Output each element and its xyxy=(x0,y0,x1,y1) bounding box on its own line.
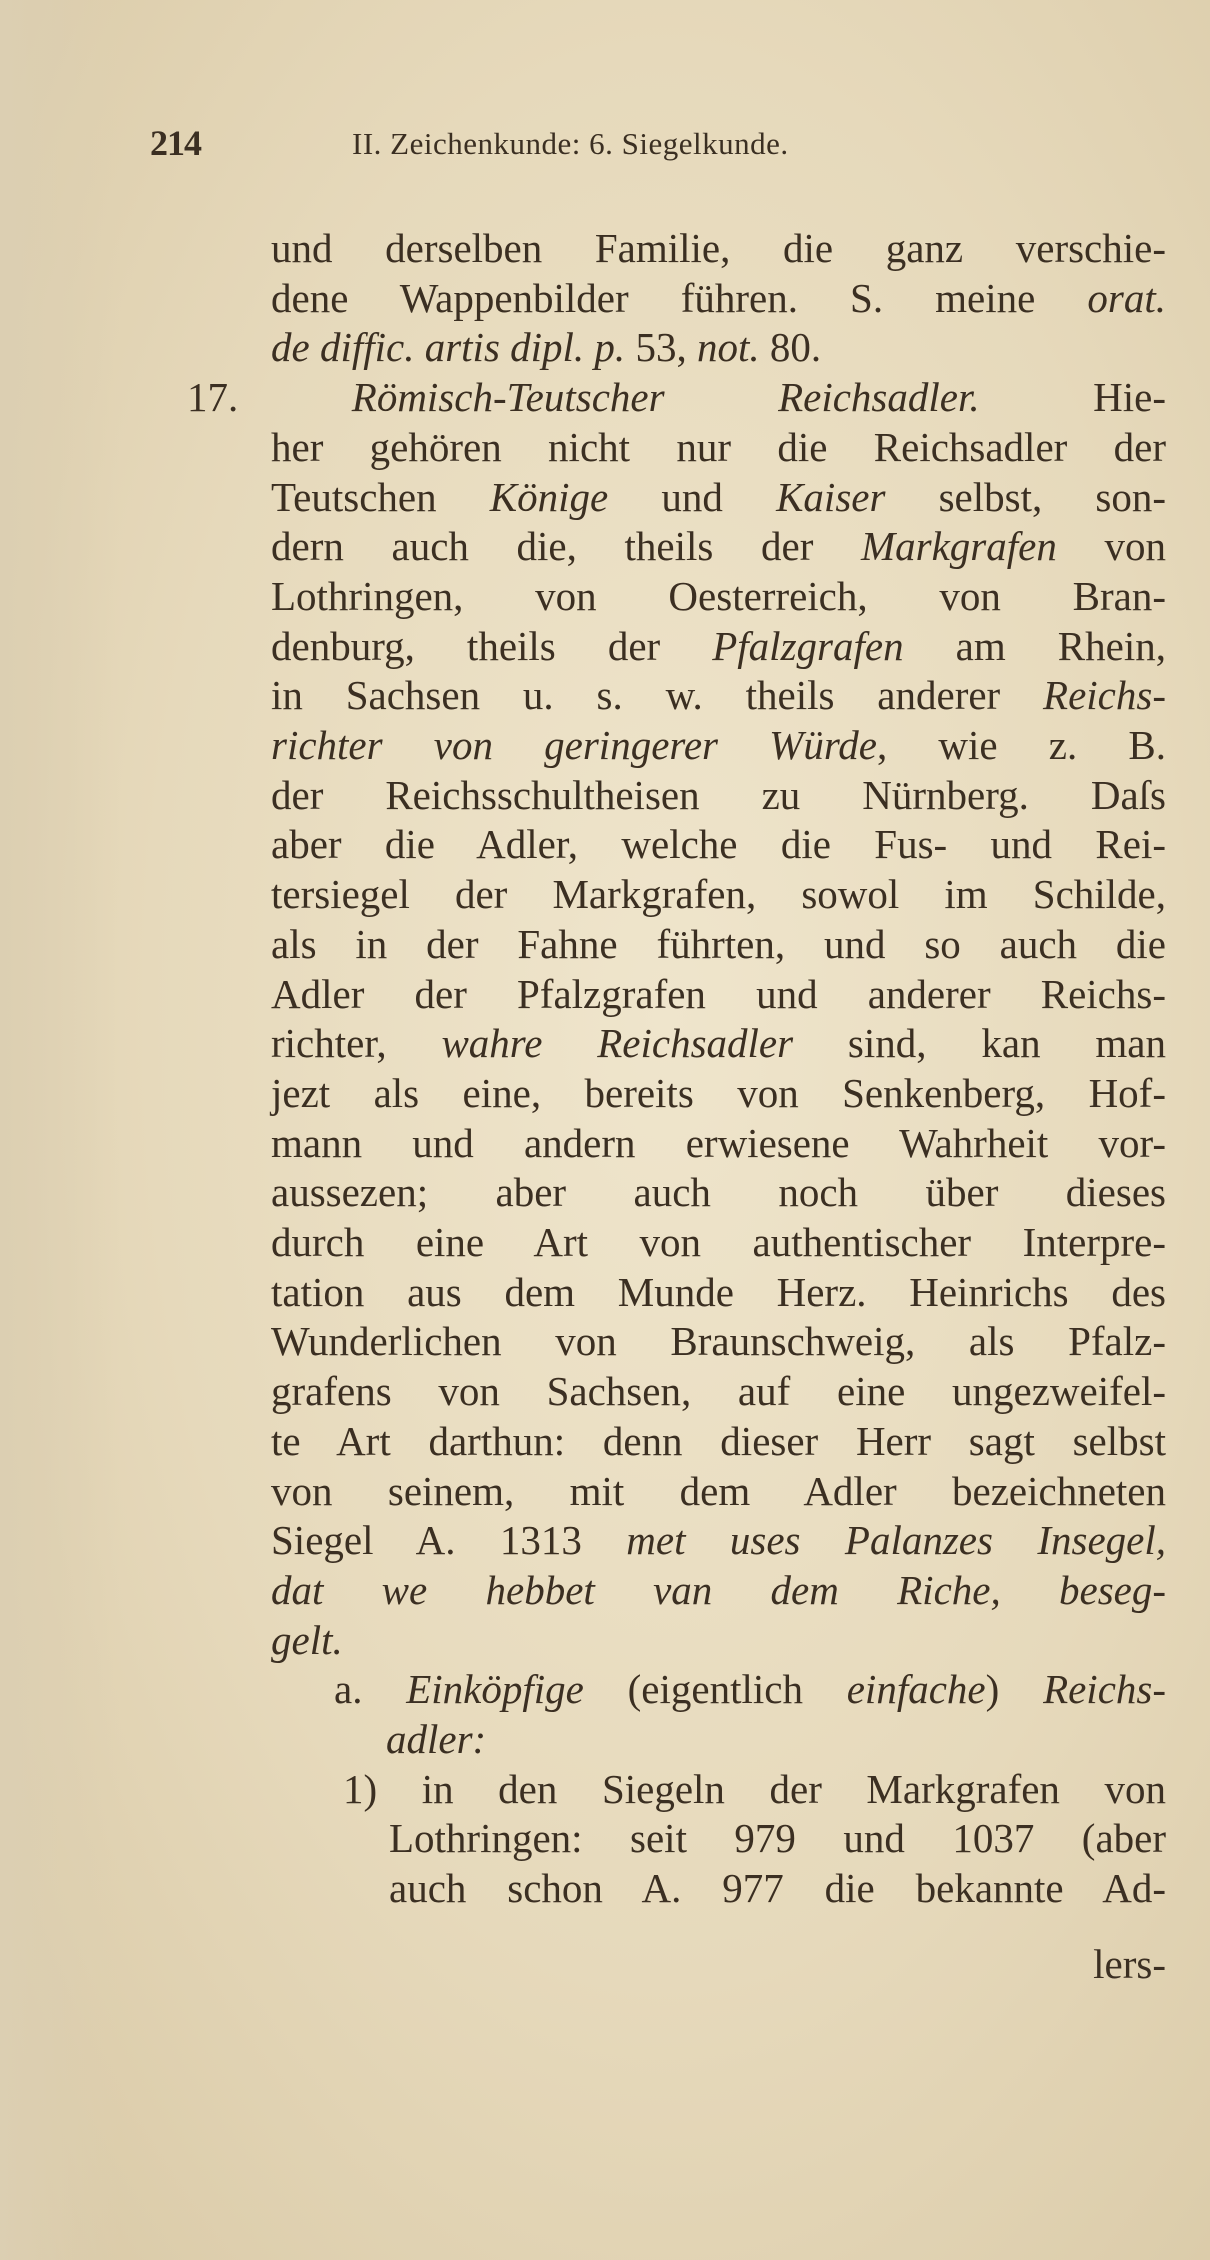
text-line xyxy=(271,472,1166,522)
text-line xyxy=(271,670,1166,720)
page-gutter-shadow xyxy=(0,0,120,2260)
text-line xyxy=(271,422,1166,472)
text-line xyxy=(271,1366,1166,1416)
text-segment: Lothringen: seit 979 und 1037 (aber xyxy=(389,1815,1166,1862)
text-line xyxy=(271,1316,1166,1366)
text-segment: tation aus dem Munde Herz. Heinrichs des xyxy=(271,1268,1166,1315)
text-segment: durch eine Art von authentischer Interpre- xyxy=(271,1219,1166,1265)
text-line xyxy=(271,223,1166,273)
text-segment: grafens von Sachsen, auf eine ungezweifel- xyxy=(271,1368,1166,1415)
italic-text: Pfalzgrafen xyxy=(712,622,904,669)
text-line xyxy=(271,1267,1166,1317)
text-segment: in Sachsen u. s. w. theils anderer xyxy=(271,672,1044,719)
catchword xyxy=(271,1939,1166,1989)
text-segment: von seinem, mit dem Adler bezeichneten xyxy=(271,1467,1166,1514)
text-segment: dene Wappenbilder führen. S. meine xyxy=(271,274,1088,321)
running-header xyxy=(0,122,1210,172)
italic-text: richter von geringerer Würde xyxy=(271,722,877,768)
text-segment: sind, kan man xyxy=(793,1020,1166,1067)
text-segment: jezt als eine, bereits von Senkenberg, Hof- xyxy=(271,1069,1166,1116)
italic-text: Kaiser xyxy=(776,473,886,520)
italic-text: Könige xyxy=(489,473,609,520)
text-line xyxy=(271,919,1166,969)
text-line xyxy=(271,1615,1166,1665)
text-segment: ) xyxy=(985,1666,1044,1713)
text-segment: Adler der Pfalzgrafen und anderer Reichs- xyxy=(271,970,1166,1017)
italic-text: Römisch-Teutscher Reichsadler. xyxy=(351,374,980,421)
italic-text: not. xyxy=(696,324,760,371)
text-line xyxy=(389,1863,1166,1913)
text-line xyxy=(271,1217,1166,1267)
text-segment: mann und andern erwiesene Wahrheit vor- xyxy=(271,1119,1166,1166)
italic-text: adler: xyxy=(386,1716,487,1762)
text-line xyxy=(271,1167,1166,1217)
italic-text: Reichs- xyxy=(1043,1666,1167,1713)
text-segment: Hie- xyxy=(979,374,1166,421)
text-line xyxy=(271,869,1166,919)
text-segment: lers- xyxy=(1093,1940,1166,1987)
text-line xyxy=(271,621,1166,671)
text-line xyxy=(271,1068,1166,1118)
italic-text: Markgrafen xyxy=(861,523,1057,570)
text-segment: aussezen; aber auch noch über dieses xyxy=(271,1169,1166,1216)
text-line xyxy=(271,969,1166,1019)
text-line xyxy=(271,322,1166,372)
text-line xyxy=(271,273,1166,323)
italic-text: wahre Reichsadler xyxy=(441,1020,794,1067)
italic-text: gelt. xyxy=(271,1616,343,1663)
section-17-heading xyxy=(187,372,1166,422)
text-line xyxy=(271,1515,1166,1565)
text-segment: 1) in den Siegeln der Markgrafen von xyxy=(343,1765,1166,1812)
text-segment: (eigentlich xyxy=(583,1666,847,1713)
text-line xyxy=(271,1416,1166,1466)
text-segment: selbst, son- xyxy=(885,473,1167,520)
text-segment: , wie z. B. xyxy=(876,722,1166,768)
text-segment: Lothringen, von Oesterreich, von Bran- xyxy=(271,572,1166,619)
text-line xyxy=(271,770,1166,820)
text-segment: te Art darthun: denn dieser Herr sagt selbst xyxy=(271,1417,1166,1464)
page-number: 214 xyxy=(150,123,201,163)
text-line xyxy=(271,1018,1166,1068)
italic-text: Reichs- xyxy=(1043,672,1166,719)
text-segment: 53, xyxy=(625,324,697,371)
subsection-a-heading xyxy=(334,1664,1166,1714)
text-segment: Siegel A. 1313 xyxy=(271,1517,627,1564)
list-item-1 xyxy=(343,1764,1166,1814)
text-line xyxy=(271,1565,1166,1615)
text-segment: tersiegel der Markgrafen, sowol im Schilde, xyxy=(271,871,1166,918)
italic-text: orat. xyxy=(1087,274,1166,321)
text-line xyxy=(271,571,1166,621)
running-title: II. Zeichenkunde: 6. Siegelkunde. xyxy=(352,126,789,161)
text-line xyxy=(389,1813,1166,1863)
text-line xyxy=(271,819,1166,869)
text-segment: denburg, theils der xyxy=(271,622,713,669)
italic-text: Einköpfige xyxy=(406,1666,584,1713)
italic-text: dat we hebbet van dem Riche, beseg- xyxy=(271,1566,1166,1613)
text-line xyxy=(386,1714,1166,1764)
text-segment: am Rhein, xyxy=(903,622,1166,669)
text-segment: Teutschen xyxy=(271,473,490,520)
italic-text: de diffic. artis dipl. p. xyxy=(271,324,626,371)
text-segment: a. xyxy=(334,1666,407,1713)
italic-text: einfache xyxy=(846,1666,986,1713)
text-line xyxy=(271,1118,1166,1168)
text-segment: und derselben Familie, die ganz verschie- xyxy=(271,225,1166,271)
text-segment: von xyxy=(1056,523,1167,570)
text-segment: und xyxy=(608,473,777,520)
italic-text: met uses Palanzes Insegel, xyxy=(626,1517,1167,1564)
text-segment: richter, xyxy=(271,1020,442,1067)
text-segment: 80. xyxy=(759,324,822,371)
text-segment: 17. xyxy=(187,374,352,421)
text-segment: her gehören nicht nur die Reichsadler der xyxy=(271,423,1166,470)
text-segment: als in der Fahne führten, und so auch die xyxy=(271,920,1166,967)
text-line xyxy=(271,720,1166,770)
text-segment: dern auch die, theils der xyxy=(271,523,861,570)
text-segment: Wunderlichen von Braunschweig, als Pfalz- xyxy=(271,1318,1166,1365)
text-line xyxy=(271,521,1166,571)
text-segment: aber die Adler, welche die Fus- und Rei- xyxy=(271,821,1166,868)
text-segment: der Reichsschultheisen zu Nürnberg. Daſs xyxy=(271,771,1166,818)
text-segment: auch schon A. 977 die bekannte Ad- xyxy=(389,1865,1166,1912)
text-line xyxy=(271,1466,1166,1516)
